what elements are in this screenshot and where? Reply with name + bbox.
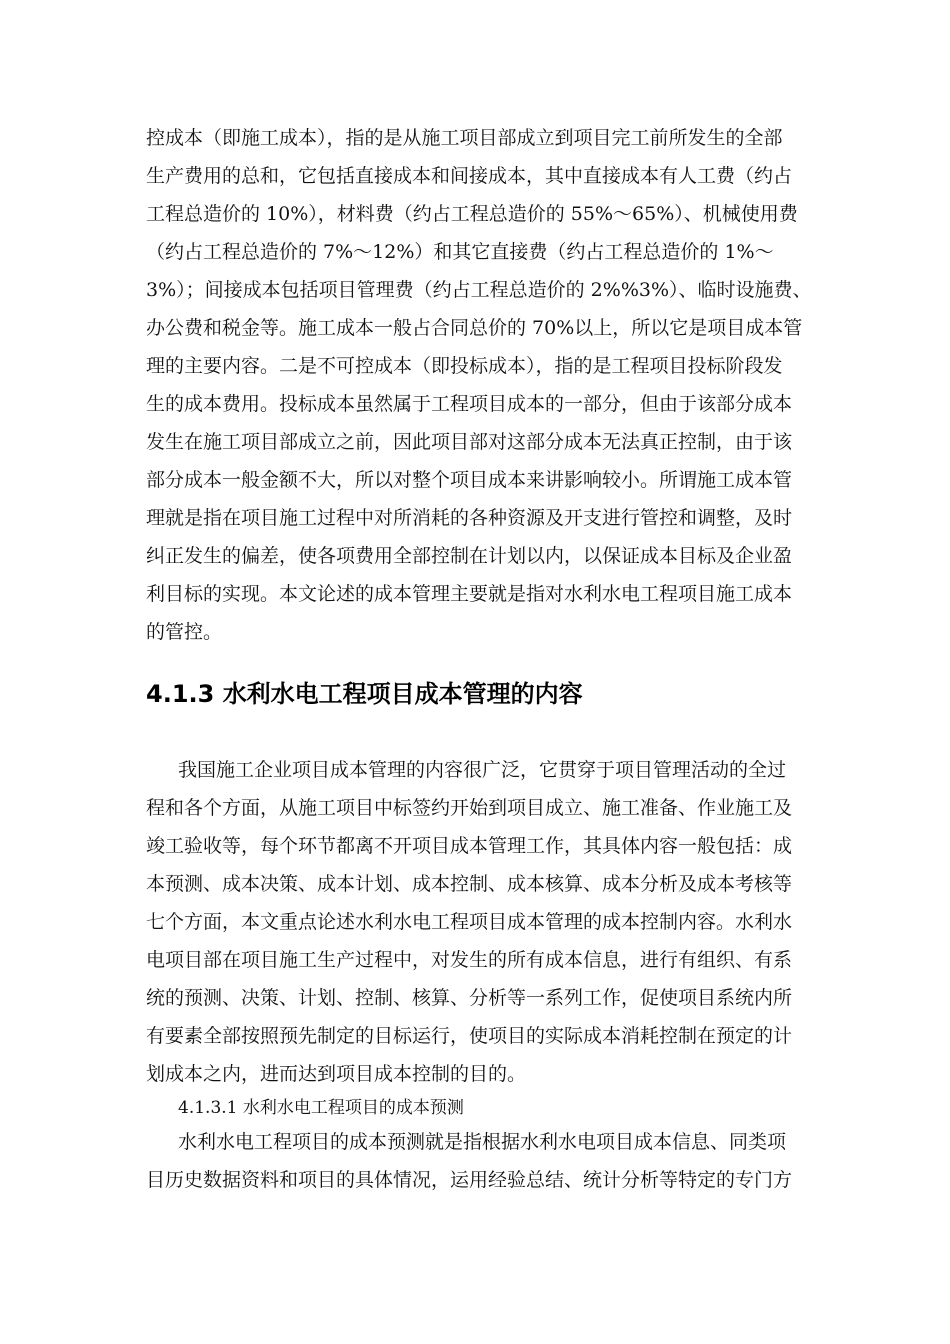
text-line: 七个方面，本文重点论述水利水电工程项目成本管理的成本控制内容。水利水 [146,911,793,933]
section-heading: 4.1.3 水利水电工程项目成本管理的内容 [146,680,583,708]
text-line: 我国施工企业项目成本管理的内容很广泛，它贯穿于项目管理活动的全过 [178,759,787,781]
text-line: 有要素全部按照预先制定的目标运行，使项目的实际成本消耗控制在预定的计 [146,1025,793,1047]
text-line: 利目标的实现。本文论述的成本管理主要就是指对水利水电工程项目施工成本 [146,583,793,605]
text-line: 电项目部在项目施工生产过程中，对发生的所有成本信息，进行有组织、有系 [146,949,793,971]
text-line: 理就是指在项目施工过程中对所消耗的各种资源及开支进行管控和调整，及时 [146,507,793,529]
text-line: 办公费和税金等。施工成本一般占合同总价的 70%以上，所以它是项目成本管 [146,317,803,339]
text-line: （约占工程总造价的 7%～12%）和其它直接费（约占工程总造价的 1%～ [146,241,774,263]
text-line: 本预测、成本决策、成本计划、成本控制、成本核算、成本分析及成本考核等 [146,873,793,895]
text-line: 生的成本费用。投标成本虽然属于工程项目成本的一部分，但由于该部分成本 [146,393,793,415]
text-line: 控成本（即施工成本），指的是从施工项目部成立到项目完工前所发生的全部 [146,127,783,149]
text-line: 纠正发生的偏差，使各项费用全部控制在计划以内，以保证成本目标及企业盈 [146,545,793,567]
text-line: 3%）；间接成本包括项目管理费（约占工程总造价的 2%%3%）、临时设施费、 [146,279,812,301]
text-line: 目历史数据资料和项目的具体情况，运用经验总结、统计分析等特定的专门方 [146,1169,793,1191]
text-line: 划成本之内，进而达到项目成本控制的目的。 [146,1063,527,1085]
text-line: 部分成本一般金额不大，所以对整个项目成本来讲影响较小。所谓施工成本管 [146,469,793,491]
text-line: 理的主要内容。二是不可控成本（即投标成本），指的是工程项目投标阶段发 [146,355,783,377]
text-line: 统的预测、决策、计划、控制、核算、分析等一系列工作，促使项目系统内所 [146,987,793,1009]
text-line: 水利水电工程项目的成本预测就是指根据水利水电项目成本信息、同类项 [178,1131,787,1153]
text-line: 竣工验收等，每个环节都离不开项目成本管理工作，其具体内容一般包括：成 [146,835,793,857]
text-line: 工程总造价的 10%），材料费（约占工程总造价的 55%～65%）、机械使用费 [146,203,798,225]
text-line: 生产费用的总和，它包括直接成本和间接成本，其中直接成本有人工费（约占 [146,165,793,187]
text-line: 程和各个方面，从施工项目中标签约开始到项目成立、施工准备、作业施工及 [146,797,793,819]
text-line: 发生在施工项目部成立之前，因此项目部对这部分成本无法真正控制，由于该 [146,431,793,453]
subsection-heading: 4.1.3.1 水利水电工程项目的成本预测 [178,1098,464,1118]
text-line: 的管控。 [146,621,223,643]
